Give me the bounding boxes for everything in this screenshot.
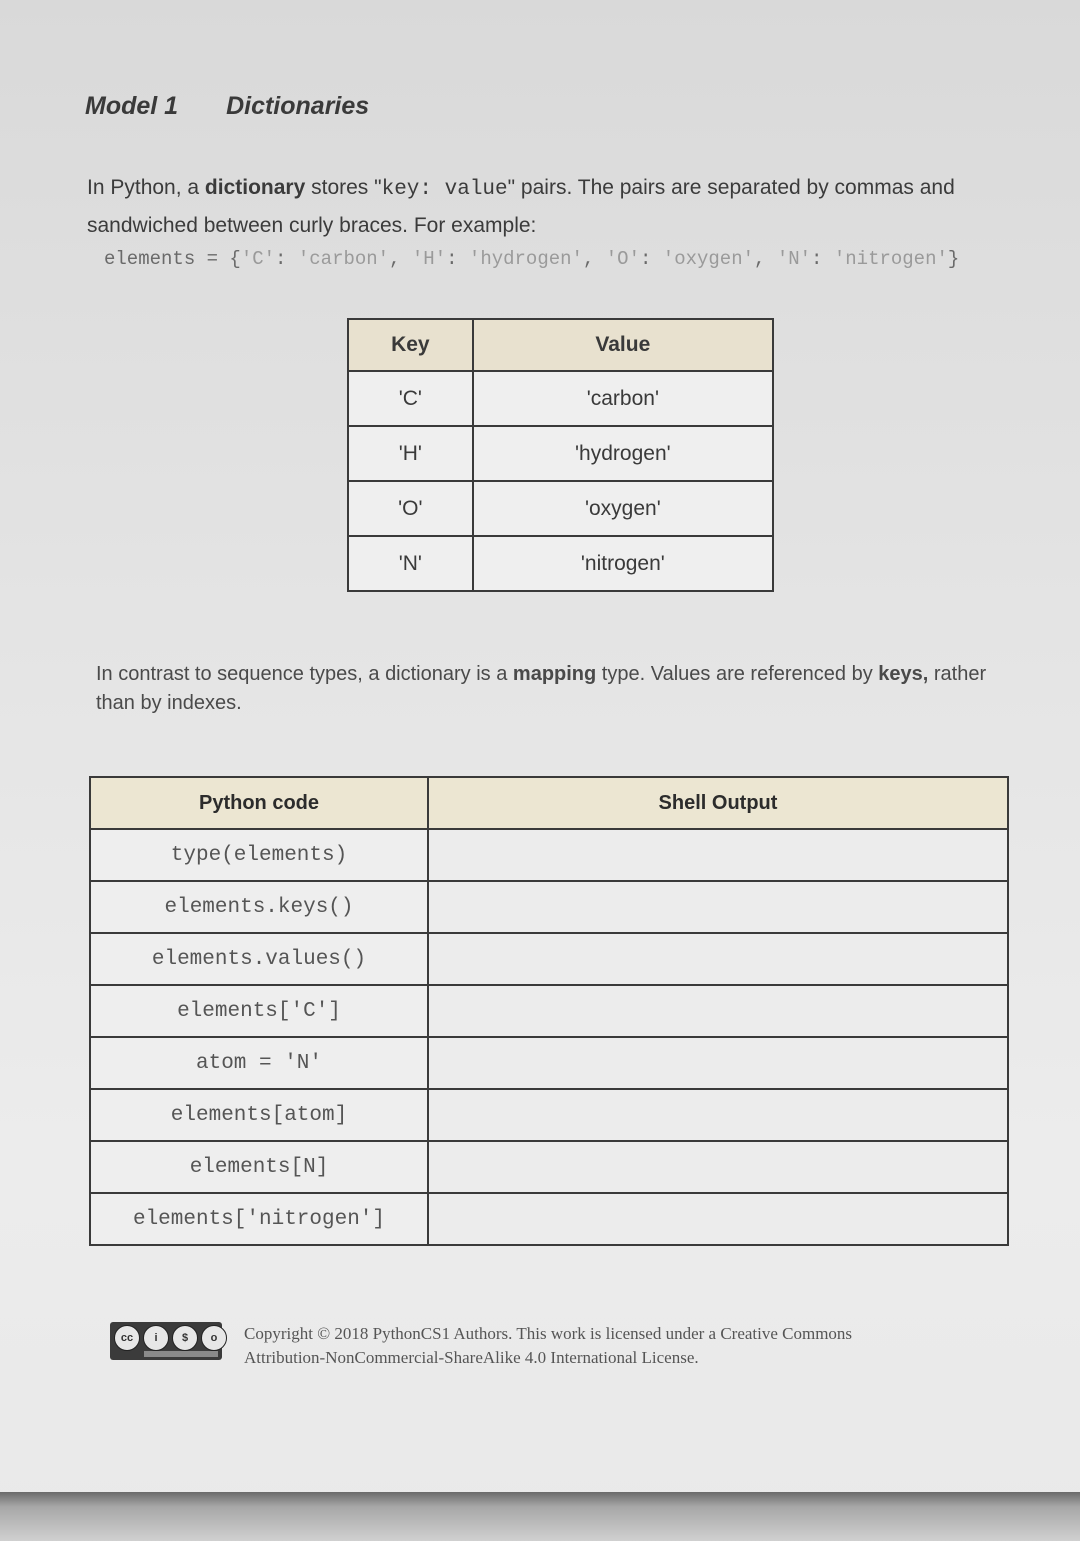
sa-icon: o: [201, 1325, 227, 1351]
intro-text-3: " pairs. The pairs are separated by commas and sandwiched between curly braces. For example:: [87, 176, 955, 237]
dictionary-code-example: elements = {'C': 'carbon', 'H': 'hydrogen', 'O': 'oxygen', 'N': 'nitrogen'}: [104, 248, 960, 270]
code-val-oxygen: 'oxygen': [662, 248, 755, 270]
shell-output-cell[interactable]: [428, 1089, 1008, 1141]
table-row: [90, 1141, 1008, 1193]
header-shell-output: Shell Output: [428, 777, 1008, 829]
kv-key-cell: 'O': [348, 481, 473, 536]
table-row: [348, 426, 773, 481]
table-row: [90, 933, 1008, 985]
contrast-paragraph: [96, 660, 1006, 718]
section-title: Dictionaries: [226, 92, 370, 120]
code-val-carbon: 'carbon': [297, 248, 390, 270]
code-prefix: elements = {: [104, 248, 241, 270]
section-heading: [85, 92, 369, 121]
contrast-text-2: type. Values are referenced by: [596, 663, 879, 685]
creative-commons-badge-icon: [110, 1322, 222, 1360]
python-code-cell: elements[atom]: [90, 1089, 428, 1141]
python-code-cell: type(elements): [90, 829, 428, 881]
license-line-1: Copyright © 2018 PythonCS1 Authors. This work is licensed under a Creative Commons: [244, 1324, 853, 1343]
bottom-shadow-bar: [0, 1492, 1080, 1541]
code-key-c: 'C': [240, 248, 276, 270]
shell-output-cell[interactable]: [428, 881, 1008, 933]
kv-value-cell: 'hydrogen': [473, 426, 773, 481]
kv-key-cell: 'C': [348, 371, 473, 426]
key-value-table: [347, 318, 774, 592]
kv-key-cell: 'N': [348, 536, 473, 591]
kv-value-cell: 'nitrogen': [473, 536, 773, 591]
shell-output-cell[interactable]: [428, 1037, 1008, 1089]
table-row: [348, 536, 773, 591]
code-val-hydrogen: 'hydrogen': [468, 248, 583, 270]
kv-header-value: Value: [473, 319, 773, 371]
model-label: Model 1: [85, 92, 179, 120]
kv-value-cell: 'carbon': [473, 371, 773, 426]
shell-output-cell[interactable]: [428, 829, 1008, 881]
table-row: [348, 481, 773, 536]
table-row: [90, 829, 1008, 881]
kv-value-cell: 'oxygen': [473, 481, 773, 536]
shell-output-cell[interactable]: [428, 985, 1008, 1037]
code-header-row: [90, 777, 1008, 829]
intro-paragraph: [87, 170, 1027, 244]
cc-icon: cc: [114, 1325, 140, 1351]
license-footer: [110, 1322, 984, 1370]
code-suffix: }: [947, 248, 960, 270]
intro-text-1: In Python, a: [87, 176, 205, 199]
table-row: [90, 881, 1008, 933]
kv-header-key: Key: [348, 319, 473, 371]
license-text: [244, 1322, 984, 1370]
contrast-bold-mapping: mapping: [512, 663, 597, 685]
shell-output-cell[interactable]: [428, 1193, 1008, 1245]
python-shell-table: [89, 776, 1009, 1246]
shell-output-cell[interactable]: [428, 933, 1008, 985]
contrast-text-3: rather than by indexes.: [96, 663, 987, 714]
python-code-cell: elements.values(): [90, 933, 428, 985]
badge-bar: [144, 1351, 218, 1357]
intro-text-2: stores ": [305, 176, 382, 199]
intro-bold-dictionary: dictionary: [204, 176, 306, 199]
header-python-code: Python code: [90, 777, 428, 829]
python-code-cell: elements.keys(): [90, 881, 428, 933]
by-icon: i: [143, 1325, 169, 1351]
table-row: [90, 1089, 1008, 1141]
intro-code-space: [432, 178, 445, 201]
table-row: [348, 371, 773, 426]
intro-code-value: value: [444, 178, 508, 201]
python-code-cell: elements['nitrogen']: [90, 1193, 428, 1245]
code-key-o: 'O': [605, 248, 640, 270]
python-code-cell: elements['C']: [90, 985, 428, 1037]
contrast-bold-keys: keys,: [878, 663, 929, 685]
code-val-nitrogen: 'nitrogen': [833, 248, 948, 270]
shell-output-cell[interactable]: [428, 1141, 1008, 1193]
license-line-2: Attribution-NonCommercial-ShareAlike 4.0 International License.: [244, 1348, 699, 1367]
code-key-h: 'H': [411, 248, 447, 270]
intro-code-key: key:: [381, 178, 433, 201]
table-row: [90, 985, 1008, 1037]
contrast-text-1: In contrast to sequence types, a dictionary is a: [96, 663, 513, 685]
nc-icon: $: [172, 1325, 198, 1351]
table-row: [90, 1037, 1008, 1089]
code-key-n: 'N': [776, 248, 812, 270]
python-code-cell: atom = 'N': [90, 1037, 428, 1089]
table-row: [90, 1193, 1008, 1245]
kv-key-cell: 'H': [348, 426, 473, 481]
kv-header-row: [348, 319, 773, 371]
python-code-cell: elements[N]: [90, 1141, 428, 1193]
